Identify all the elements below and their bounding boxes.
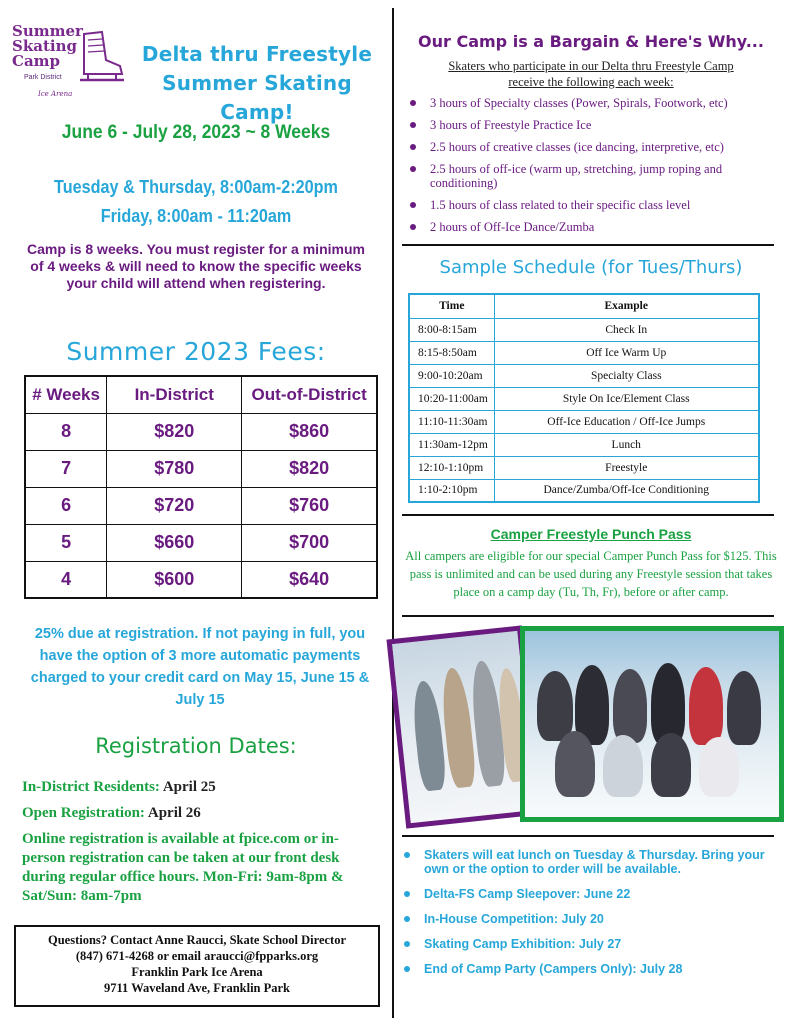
registration-note: Camp is 8 weeks. You must register for a minimum of 4 weeks & will need to know the specific weeks your child will attend when registering. bbox=[27, 241, 365, 291]
open-registration-date: April 26 bbox=[147, 805, 201, 821]
section-divider bbox=[402, 615, 774, 617]
activity-cell: Freestyle bbox=[494, 456, 759, 479]
skaters-photo bbox=[386, 625, 541, 828]
fees-table bbox=[24, 375, 378, 599]
weeks-cell: 4 bbox=[25, 561, 107, 598]
in-district-price: $780 bbox=[107, 450, 242, 487]
list-item: In-House Competition: July 20 bbox=[400, 912, 786, 926]
camp-times bbox=[20, 173, 373, 231]
bargain-heading: Our Camp is a Bargain & Here's Why... bbox=[418, 32, 764, 51]
table-row bbox=[409, 433, 759, 456]
time-cell: 1:10-2:10pm bbox=[409, 479, 494, 502]
weeks-cell: 6 bbox=[25, 487, 107, 524]
time-cell: 11:30am-12pm bbox=[409, 433, 494, 456]
open-registration bbox=[22, 800, 382, 826]
table-row bbox=[409, 318, 759, 341]
weeks-cell: 7 bbox=[25, 450, 107, 487]
table-row bbox=[409, 364, 759, 387]
section-divider bbox=[402, 514, 774, 516]
in-district-price: $720 bbox=[107, 487, 242, 524]
page-title bbox=[128, 40, 386, 127]
times-line-1: Tuesday & Thursday, 8:00am-2:20pm bbox=[54, 177, 338, 197]
activity-cell: Specialty Class bbox=[494, 364, 759, 387]
table-row bbox=[409, 456, 759, 479]
logo-line-3: Camp bbox=[12, 52, 61, 70]
table-row bbox=[25, 450, 377, 487]
payment-info: 25% due at registration. If not paying in full, you have the option of 3 more automatic payments charged to your credit card on May 15, June 15 & July 15 bbox=[30, 626, 370, 708]
fees-header-row bbox=[25, 376, 377, 413]
sample-schedule-heading: Sample Schedule (for Tues/Thurs) bbox=[439, 257, 743, 278]
out-of-district-price: $860 bbox=[242, 413, 377, 450]
in-district-price: $660 bbox=[107, 524, 242, 561]
left-column bbox=[0, 0, 392, 1024]
logo-wordmark bbox=[12, 24, 83, 69]
weeks-cell: 8 bbox=[25, 413, 107, 450]
open-registration-label: Open Registration: bbox=[22, 805, 145, 821]
activity-cell: Check In bbox=[494, 318, 759, 341]
out-of-district-price: $820 bbox=[242, 450, 377, 487]
section-divider bbox=[402, 244, 774, 246]
contact-line-2: (847) 671-4268 or email araucci@fpparks.org bbox=[75, 949, 319, 963]
schedule-header-example: Example bbox=[494, 294, 759, 318]
camp-dates: June 6 - July 28, 2023 ~ 8 Weeks bbox=[61, 122, 331, 143]
out-of-district-price: $700 bbox=[242, 524, 377, 561]
logo-line-2: Skating bbox=[12, 37, 77, 55]
list-item: Skaters will eat lunch on Tuesday & Thursday. Bring your own or the option to order will be available. bbox=[400, 848, 786, 876]
schedule-header-time: Time bbox=[409, 294, 494, 318]
punch-pass-heading: Camper Freestyle Punch Pass bbox=[490, 526, 692, 542]
list-item: 3 hours of Freestyle Practice Ice bbox=[408, 118, 780, 132]
list-item: Delta-FS Camp Sleepover: June 22 bbox=[400, 887, 786, 901]
in-district-label: In-District Residents: bbox=[22, 779, 160, 795]
times-line-2: Friday, 8:00am - 11:20am bbox=[100, 206, 292, 226]
bargain-sub-line-1: Skaters who participate in our Delta thru Freestyle Camp bbox=[448, 59, 734, 73]
section-divider bbox=[402, 835, 774, 837]
registration-heading: Registration Dates: bbox=[95, 734, 297, 758]
activity-cell: Lunch bbox=[494, 433, 759, 456]
punch-pass-text: All campers are eligible for our special Camper Punch Pass for $125. This pass is unlimited and can be used during any Freestyle session that takes place on a camp day (Tu, Th, Fr), before or after camp. bbox=[405, 549, 777, 599]
list-item: 1.5 hours of class related to their specific class level bbox=[408, 198, 780, 212]
logo-org: Park District bbox=[24, 74, 62, 81]
logo-arena: Ice Arena bbox=[38, 90, 73, 98]
time-cell: 10:20-11:00am bbox=[409, 387, 494, 410]
contact-line-1: Questions? Contact Anne Raucci, Skate School Director bbox=[47, 933, 347, 947]
activity-cell: Style On Ice/Element Class bbox=[494, 387, 759, 410]
list-item: 2.5 hours of off-ice (warm up, stretching, jump roping and conditioning) bbox=[408, 162, 780, 190]
table-row bbox=[25, 524, 377, 561]
title-line-1: Delta thru Freestyle bbox=[141, 42, 373, 66]
in-district-date: April 25 bbox=[162, 779, 216, 795]
sample-schedule-table bbox=[408, 293, 760, 503]
list-item: 2.5 hours of creative classes (ice dancing, interpretive, etc) bbox=[408, 140, 780, 154]
contact-box bbox=[14, 925, 380, 1007]
table-row bbox=[25, 561, 377, 598]
logo-line-1: Summer bbox=[12, 22, 83, 40]
campers-group-photo bbox=[520, 626, 784, 822]
list-item: 2 hours of Off-Ice Dance/Zumba bbox=[408, 220, 780, 234]
time-cell: 12:10-1:10pm bbox=[409, 456, 494, 479]
time-cell: 8:00-8:15am bbox=[409, 318, 494, 341]
table-row bbox=[409, 387, 759, 410]
time-cell: 11:10-11:30am bbox=[409, 410, 494, 433]
activity-cell: Dance/Zumba/Off-Ice Conditioning bbox=[494, 479, 759, 502]
fees-header-out-of-district: Out-of-District bbox=[242, 376, 377, 413]
list-item: End of Camp Party (Campers Only): July 28 bbox=[400, 962, 786, 976]
time-cell: 8:15-8:50am bbox=[409, 341, 494, 364]
camp-logo bbox=[10, 20, 125, 100]
bargain-sub-line-2: receive the following each week: bbox=[508, 75, 674, 89]
fees-header-in-district: In-District bbox=[107, 376, 242, 413]
fees-header-weeks: # Weeks bbox=[25, 376, 107, 413]
events-list bbox=[400, 848, 786, 987]
in-district-registration bbox=[22, 774, 382, 800]
contact-line-4: 9711 Waveland Ave, Franklin Park bbox=[103, 981, 291, 995]
table-row bbox=[25, 413, 377, 450]
table-row bbox=[409, 410, 759, 433]
table-row bbox=[409, 341, 759, 364]
schedule-header-row bbox=[409, 294, 759, 318]
list-item: Skating Camp Exhibition: July 27 bbox=[400, 937, 786, 951]
out-of-district-price: $640 bbox=[242, 561, 377, 598]
registration-dates bbox=[22, 774, 382, 826]
time-cell: 9:00-10:20am bbox=[409, 364, 494, 387]
activity-cell: Off-Ice Education / Off-Ice Jumps bbox=[494, 410, 759, 433]
weeks-cell: 5 bbox=[25, 524, 107, 561]
bargain-subheading bbox=[398, 58, 784, 90]
fees-heading: Summer 2023 Fees: bbox=[66, 337, 326, 366]
bargain-list bbox=[408, 96, 780, 242]
in-district-price: $820 bbox=[107, 413, 242, 450]
ice-skate-icon bbox=[76, 30, 126, 88]
list-item: 3 hours of Specialty classes (Power, Spirals, Footwork, etc) bbox=[408, 96, 780, 110]
in-district-price: $600 bbox=[107, 561, 242, 598]
online-registration-info: Online registration is available at fpice.com or in-person registration can be taken at our front desk during regular office hours. Mon-Fri: 9am-8pm & Sat/Sun: 8am-7pm bbox=[22, 831, 344, 904]
table-row bbox=[409, 479, 759, 502]
column-divider bbox=[392, 8, 394, 1018]
contact-line-3: Franklin Park Ice Arena bbox=[131, 965, 263, 979]
table-row bbox=[25, 487, 377, 524]
activity-cell: Off Ice Warm Up bbox=[494, 341, 759, 364]
out-of-district-price: $760 bbox=[242, 487, 377, 524]
title-line-2: Summer Skating Camp! bbox=[162, 71, 352, 124]
